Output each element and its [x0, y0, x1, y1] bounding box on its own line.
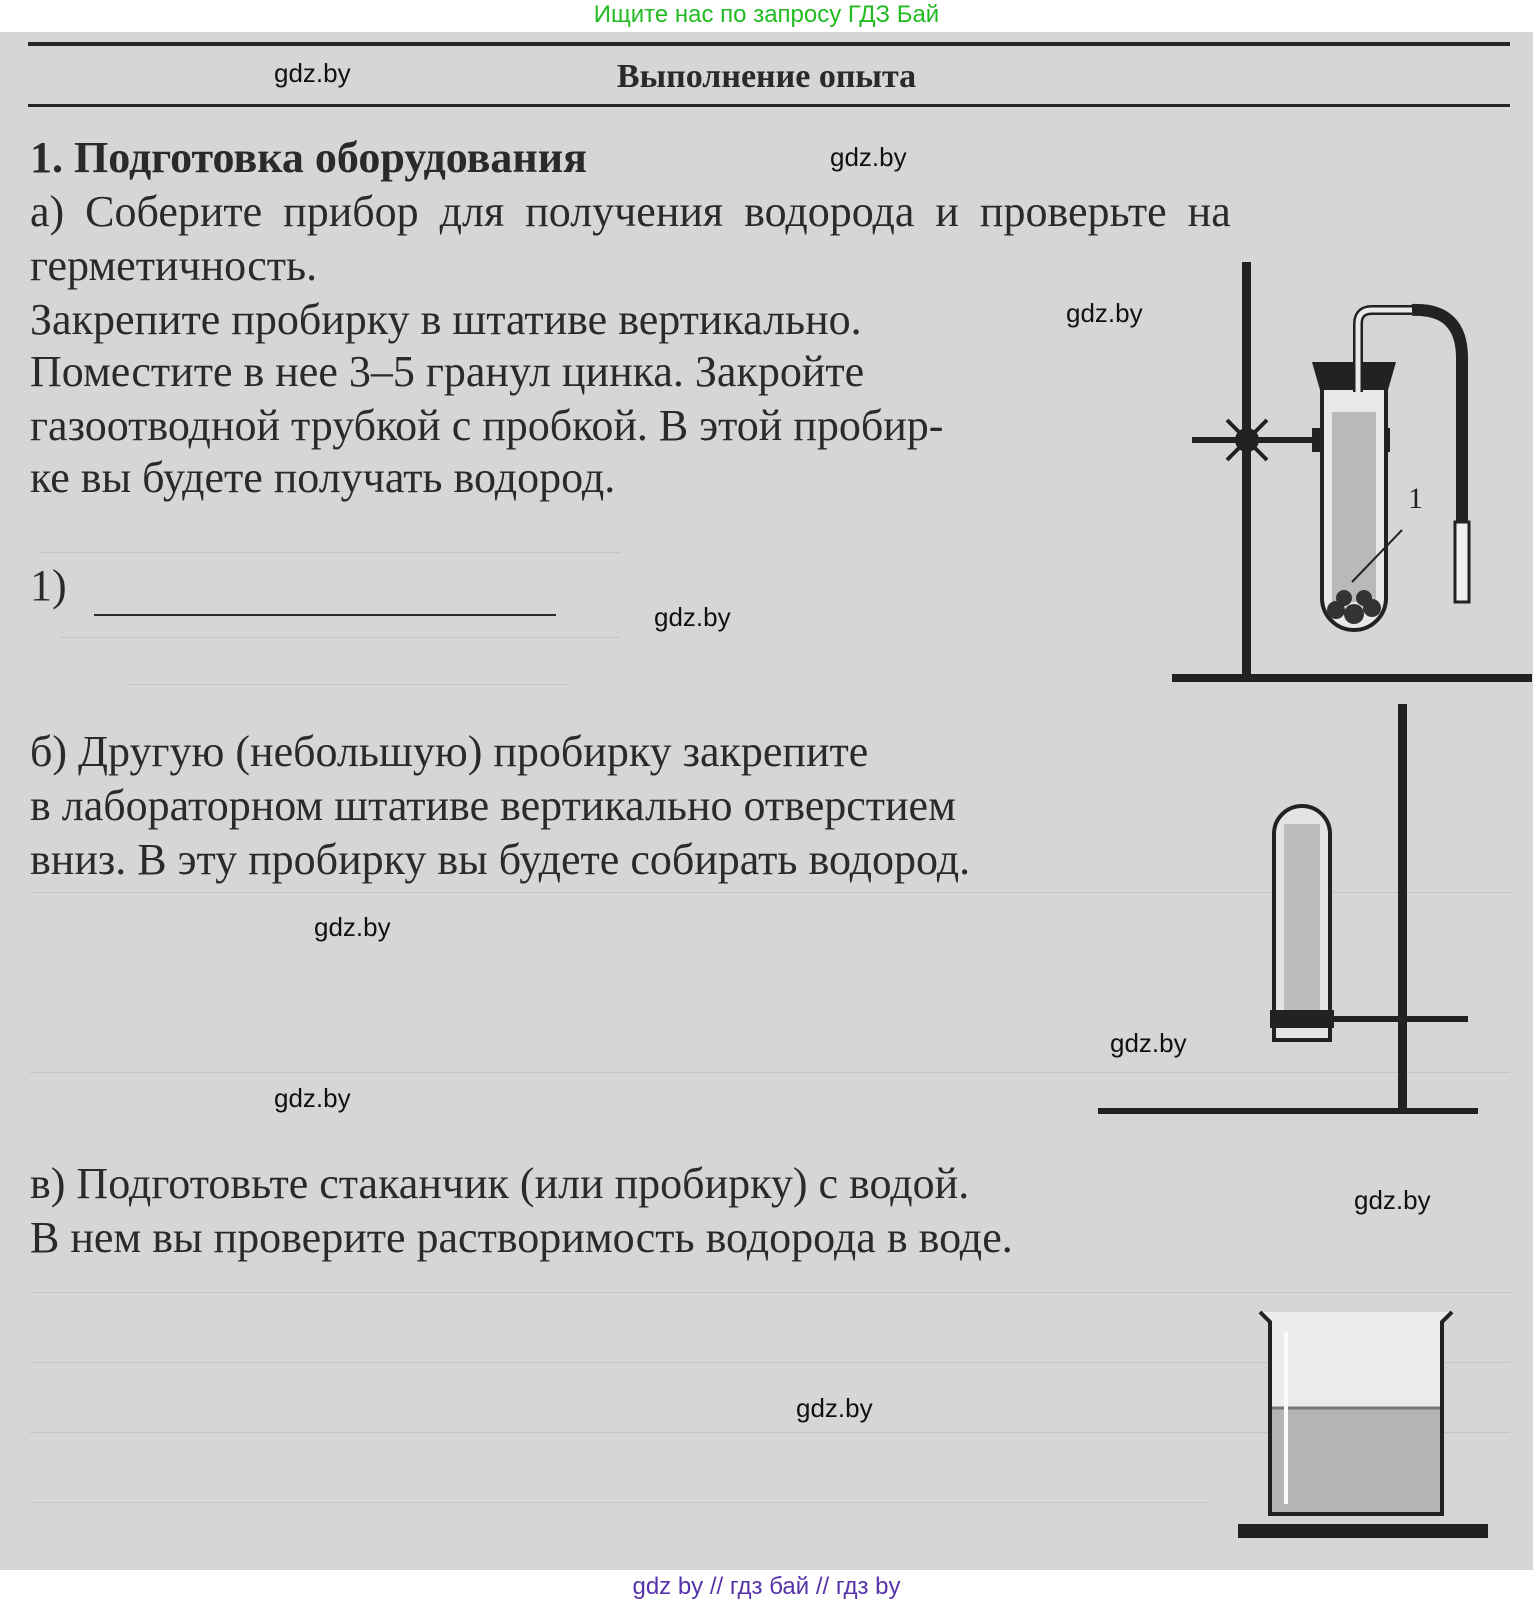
hydrogen-apparatus-figure — [1172, 262, 1532, 702]
paragraph-a-line-4: Поместите в нее 3–5 гранул цинка. Закройте — [30, 347, 865, 396]
watermark: gdz.by — [274, 1083, 351, 1113]
water-beaker-figure — [1238, 1304, 1488, 1544]
base-plate — [1238, 1524, 1488, 1538]
bleed-through-line — [30, 1292, 1510, 1293]
answer-blank-line[interactable] — [94, 614, 556, 616]
bleed-through-line — [130, 684, 570, 685]
watermark: gdz.by — [654, 602, 731, 632]
footer-links[interactable]: gdz by // гдз бай // гдз by — [632, 1573, 901, 1600]
watermark: gdz.by — [1110, 1028, 1187, 1058]
paragraph-b-line-1: б) Другую (небольшую) пробирку закрепите — [30, 727, 869, 776]
watermark: gdz.by — [314, 912, 391, 942]
stand-rod — [1242, 262, 1251, 678]
paragraph-b-line-2: в лабораторном штативе вертикально отверстием — [30, 781, 956, 830]
header-bottom-rule — [28, 104, 1510, 107]
stand-rod — [1398, 704, 1407, 1114]
paragraph-b-line-3: вниз. В эту пробирку вы будете собирать водород. — [30, 835, 971, 884]
top-banner: Ищите нас по запросу ГДЗ Бай — [593, 1, 940, 28]
header-top-rule — [28, 42, 1510, 46]
paragraph-a-line-3: Закрепите пробирку в штативе вертикально. — [30, 295, 862, 344]
page-title: Выполнение опыта — [616, 58, 917, 95]
paragraph-a-line-1: а) Соберите прибор для получения водорода и проверьте на — [30, 187, 1231, 236]
section-heading: 1. Подготовка оборудования — [30, 133, 587, 182]
watermark: gdz.by — [1066, 298, 1143, 328]
collecting-tube-figure — [1098, 704, 1488, 1124]
watermark: gdz.by — [1354, 1185, 1431, 1215]
bleed-through-line — [30, 1502, 1210, 1503]
stand-base — [1098, 1108, 1478, 1114]
stand-base — [1172, 674, 1532, 682]
answer-label: 1) — [30, 561, 67, 610]
paragraph-c-line-1: в) Подготовьте стаканчик (или пробирку) с водой. — [30, 1159, 970, 1208]
watermark: gdz.by — [796, 1393, 873, 1423]
bleed-through-line — [60, 637, 620, 638]
watermark: gdz.by — [830, 142, 907, 172]
figure-label: 1 — [1408, 482, 1423, 515]
bleed-through-line — [40, 552, 620, 553]
paragraph-a-line-5: газоотводной трубкой с пробкой. В этой пробир- — [30, 401, 944, 450]
paragraph-a-line-6: ке вы будете получать водород. — [30, 453, 616, 502]
paragraph-c-line-2: В нем вы проверите растворимость водорода в воде. — [30, 1213, 1013, 1262]
paragraph-a-line-2: герметичность. — [30, 241, 318, 290]
watermark: gdz.by — [274, 58, 351, 88]
